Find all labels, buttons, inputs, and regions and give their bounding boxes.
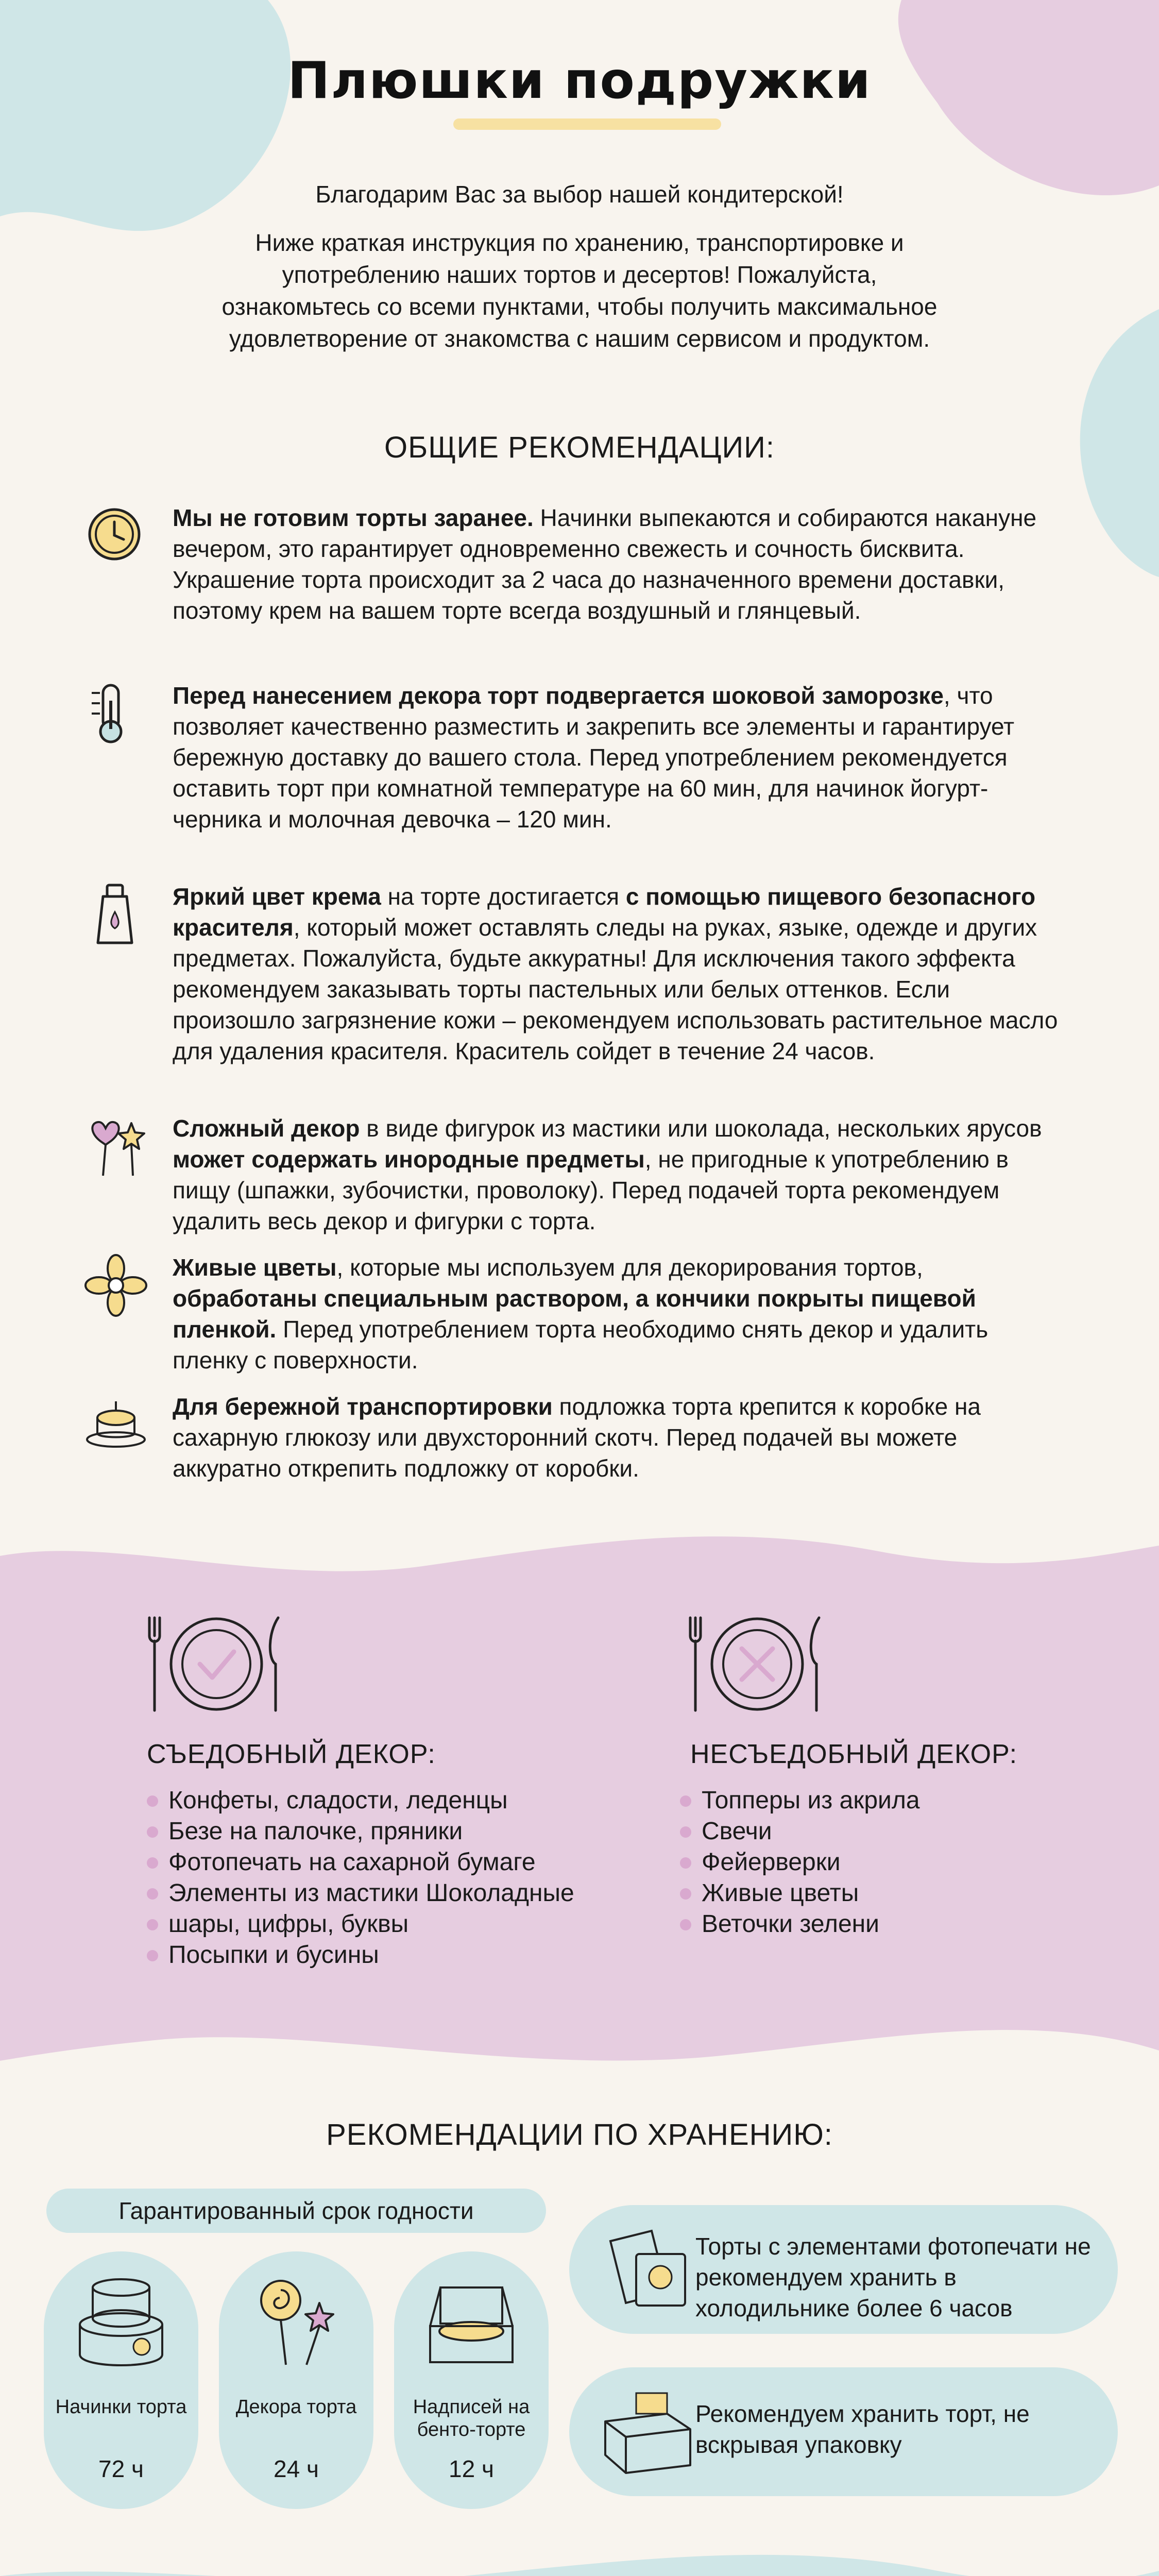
rec-item-transport-board [82, 1391, 1061, 1484]
list-item: Конфеты, сладости, леденцы [147, 1785, 610, 1816]
rec-bold: Живые цветы [173, 1254, 337, 1281]
rec-bold: с помощью пищевого безопасного красителя [173, 883, 1036, 941]
food-color-tube-icon [82, 881, 149, 948]
inedible-decor-title: НЕСЪЕДОБНЫЙ ДЕКОР: [690, 1739, 1018, 1769]
rec-body: подложка торта крепится к коробке на сахарную глюкозу или двухсторонний скотч. Перед подачей вы можете аккуратно открепить подложку от коробки. [173, 1393, 981, 1482]
clock-icon [82, 502, 149, 569]
inedible-plate-icon [680, 1613, 834, 1716]
edible-plate-icon [139, 1613, 294, 1716]
tip-text: Торты с элементами фотопечати не рекомендуем хранить в холодильнике более 6 часов [695, 2233, 1091, 2321]
edible-decor-title: СЪЕДОБНЫЙ ДЕКОР: [147, 1739, 436, 1769]
lollipop-decor-icon [245, 2267, 348, 2370]
list-item: шары, цифры, буквы [147, 1909, 610, 1940]
tip-text: Рекомендуем хранить торт, не вскрывая упаковку [695, 2400, 1030, 2458]
shelf-card-decor [219, 2251, 373, 2509]
rec-text [173, 881, 1059, 1066]
rec-text [173, 1113, 1059, 1236]
rec-body: Перед употреблением торта необходимо снять декор и удалить пленку с поверхности. [173, 1316, 988, 1374]
rec-bold: обработаны специальным раствором, а кончики покрыты пищевой пленкой. [173, 1285, 976, 1343]
rec-item-food-color [82, 881, 1061, 1066]
list-item: Фейерверки [680, 1847, 1041, 1878]
list-item: Топперы из акрила [680, 1785, 1041, 1816]
layered-cake-icon [70, 2267, 173, 2370]
edible-decor-list [147, 1785, 610, 1971]
rec-body: , которые мы используем для декорирования тортов, [336, 1254, 923, 1281]
rec-bold: Мы не готовим торты заранее. [173, 504, 534, 531]
tip-photo-print [569, 2205, 1118, 2334]
rec-text [173, 1391, 1059, 1484]
rec-body: Начинки выпекаются и собираются накануне вечером, это гарантирует одновременно свежесть и сочность бисквита. Украшение торта происходит за 2 часа до назначенного времени доставки, поэтому крем на вашем торте всегда воздушный и глянцевый. [173, 504, 1037, 624]
inedible-decor-list [680, 1785, 1041, 1940]
rec-body: , не пригодные к употреблению в пищу (шпажки, зубочистки, проволоку). Перед подачей торта рекомендуем удалить весь декор и фигурки с торта. [173, 1146, 1009, 1234]
shelf-card-bento [394, 2251, 549, 2509]
thermometer-icon [82, 680, 149, 747]
storage-title: РЕКОМЕНДАЦИИ ПО ХРАНЕНИЮ: [326, 2118, 833, 2151]
rec-body: в виде фигурок из мастики или шоколада, нескольких ярусов [360, 1115, 1042, 1142]
list-item: Посыпки и бусины [147, 1940, 610, 1971]
cake-box-icon [595, 2388, 698, 2476]
rec-body: , который может оставлять следы на руках, языке, одежде и других предметах. Пожалуйста, будьте аккуратны! Для исключения такого эффекта рекомендуем заказывать торты пастельных или белых оттенков. Если произошло загрязнение кожи – рекомендуем использовать растительное масло для удаления красителя. Краситель сойдет в течение 24 часов. [173, 914, 1058, 1064]
intro-text: Ниже краткая инструкция по хранению, транспортировке и употреблению наших тортов и десертов! Пожалуйста, ознакомьтесь со всеми пунктами, чтобы получить максимальное удовлетворение от знакомства с нашим сервисом и продуктом. [221, 229, 938, 352]
shelf-label: Начинки торта [55, 2396, 187, 2418]
thanks-heading: Благодарим Вас за выбор нашей кондитерской! [315, 181, 844, 208]
flower-icon [82, 1252, 149, 1319]
photo-print-icon [595, 2226, 698, 2313]
shelf-label: Декора торта [235, 2396, 357, 2418]
list-item: Элементы из мастики Шоколадные [147, 1878, 610, 1909]
heart-star-toppers-icon [82, 1113, 149, 1180]
rec-item-live-flowers [82, 1252, 1061, 1376]
rec-bold: Яркий цвет крема [173, 883, 381, 910]
tip-keep-packed [569, 2367, 1118, 2496]
rec-text [173, 1252, 1059, 1376]
list-item: Свечи [680, 1816, 1041, 1847]
rec-item-no-advance [82, 502, 1061, 626]
rec-bold: Для бережной транспортировки [173, 1393, 553, 1420]
rec-body: на торте достигается [381, 883, 626, 910]
shelf-value: 24 ч [274, 2455, 319, 2482]
rec-text [173, 502, 1059, 626]
rec-text [173, 680, 1059, 835]
rec-bold: Сложный декор [173, 1115, 360, 1142]
shelf-value: 12 ч [449, 2455, 494, 2482]
shelf-card-filling [44, 2251, 198, 2509]
shelf-value: 72 ч [98, 2455, 144, 2482]
shelf-label: Надписей на бенто-торте [413, 2396, 530, 2441]
cake-board-icon [82, 1391, 149, 1458]
rec-bold: Перед нанесением декора торт подвергается шоковой заморозке [173, 682, 944, 709]
logo-underline [453, 118, 721, 130]
bento-box-icon [420, 2267, 523, 2370]
list-item: Живые цветы [680, 1878, 1041, 1909]
rec-body: , что позволяет качественно разместить и закрепить все элементы и гарантирует бережную доставку до вашего стола. Перед употреблением рекомендуется оставить торт при комнатной температуре на 60 мин, для начинок йогурт-черника и молочная девочка – 120 мин. [173, 682, 1015, 833]
general-title: ОБЩИЕ РЕКОМЕНДАЦИИ: [384, 431, 775, 464]
shelf-life-label: Гарантированный срок годности [46, 2189, 546, 2233]
list-item: Веточки зелени [680, 1909, 1041, 1940]
list-item: Фотопечать на сахарной бумаге [147, 1847, 610, 1878]
list-item: Безе на палочке, пряники [147, 1816, 610, 1847]
rec-item-complex-decor [82, 1113, 1061, 1236]
rec-item-shock-freeze [82, 680, 1061, 835]
rec-bold: может содержать инородные предметы [173, 1146, 645, 1173]
brand-logo: Плюшки подружки [287, 52, 872, 110]
